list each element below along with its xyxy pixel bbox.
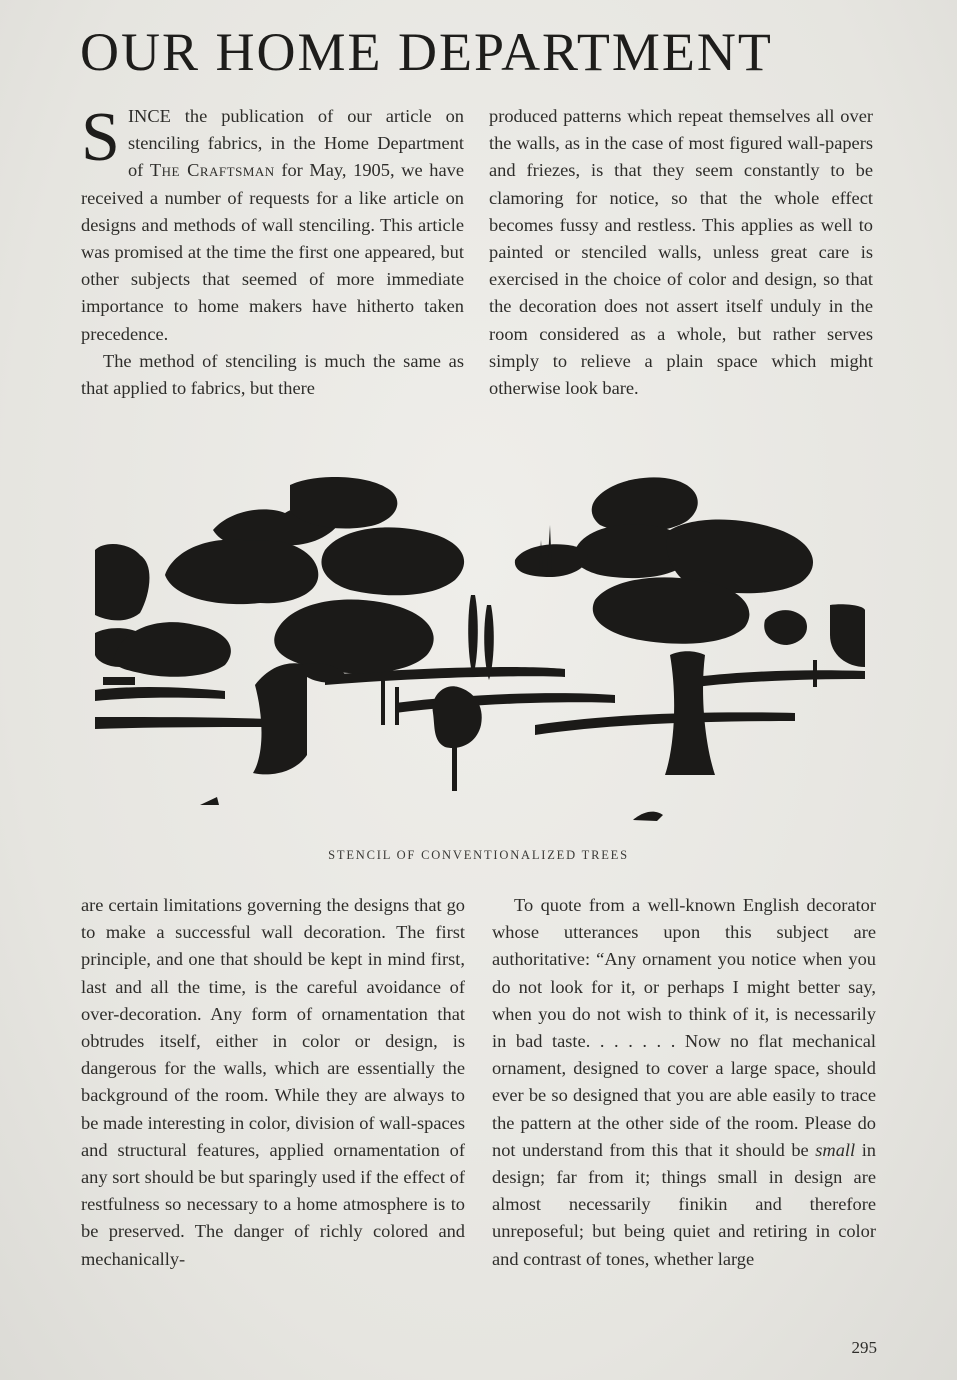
paragraph-2: The method of stenciling is much the same as that applied to fabrics, but there (81, 350, 464, 399)
quote-text-1: To quote from a well-known English decorator whose utterances upon this subject are authoritative: “Any ornament you notice when you do not look for it, or perhaps I might better say, when you do not wish to think of it, is necessarily in bad taste. . . . . . . Now no flat mechanical ornament, designed to cover a large space, should ever be so designed that you are able easily to trace the pattern at the other side of the room. Please do not understand from this that it should be (492, 895, 876, 1160)
intro-paragraph (81, 99, 464, 348)
column-3-text: are certain limitations governing the designs that go to make a successful wall decoration. The first principle, and one that should be kept in mind first, last and all the time, is the careful avoidance of over-decoration. Any form of ornamentation that obtrudes itself, either in color or design, is dangerous for the walls, which are essentially the background of the room. While they are always to be made interesting in color, division of wall-spaces and structural features, applied ornamentation of any sort should be but sparingly used if the effect of restfulness so necessary to a home atmosphere is to be preserved. The danger of richly colored and mechanically- (81, 895, 465, 1269)
intro-text-2: for May, 1905, we have received a number of requests for a like article on designs and methods of wall stenciling. This article was promised at the time the first one appeared, but other subjects that seemed of more immediate importance to home makers have hitherto taken precedence. (81, 160, 464, 344)
column-4 (492, 892, 876, 1273)
page-number: 295 (851, 1338, 877, 1357)
italic-word: small (815, 1139, 856, 1160)
column-2 (489, 103, 873, 402)
figure-caption: STENCIL OF CONVENTIONALIZED TREES (328, 848, 629, 862)
stencil-trees-illustration (95, 455, 865, 840)
column-3 (81, 892, 465, 1273)
column-2-text: produced patterns which repeat themselves all over the walls, as in the case of most figured wall-papers and friezes, is that they seem constantly to be clamoring for notice, so that the whole effect becomes fussy and restless. This applies as well to painted or stenciled walls, unless great care is exercised in the choice of color and design, so that the decoration does not assert itself unduly in the room considered as a whole, but rather serves simply to relieve a plain space which might otherwise look bare. (489, 106, 873, 399)
quote-text-2: in design; far from it; things small in design are almost necessarily finikin and therefore unreposeful; but being quiet and retiring in color and contrast of tones, whether large (492, 1139, 876, 1269)
magazine-name: The Craftsman (149, 160, 275, 181)
intro-text-1: INCE the publication of our article on stenciling fabrics, in the Home Department of (127, 106, 464, 181)
column-1 (81, 99, 464, 402)
quote-paragraph (492, 892, 876, 1273)
drop-cap: S (81, 99, 120, 176)
page-title: OUR HOME DEPARTMENT (80, 22, 773, 82)
